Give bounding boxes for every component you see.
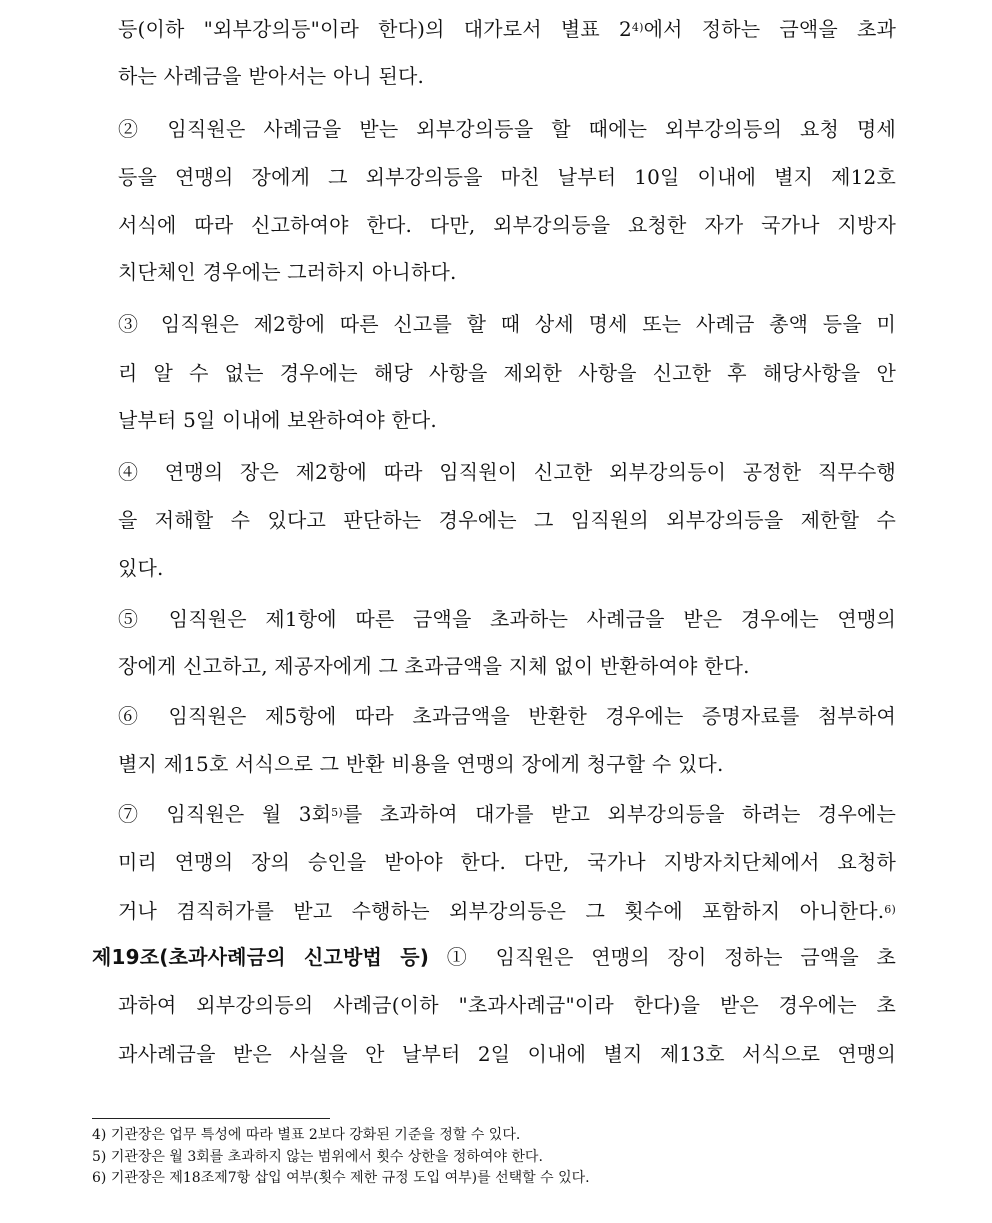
body-line: 을 저해할 수 있다고 판단하는 경우에는 그 임직원의 외부강의등을 제한할 수: [118, 508, 896, 532]
paragraph-6-line: ⑥ 임직원은 제5항에 따라 초과금액을 반환한 경우에는 증명자료를 첨부하여: [118, 704, 896, 728]
body-line: 등을 연맹의 장에게 그 외부강의등을 마친 날부터 10일 이내에 별지 제12호: [118, 165, 896, 189]
footnote: 6) 기관장은 제18조제7항 삽입 여부(횟수 제한 규정 도입 여부)를 선택할 수 있다.: [92, 1170, 590, 1186]
body-line: 서식에 따라 신고하여야 한다. 다만, 외부강의등을 요청한 자가 국가나 지방자: [118, 213, 896, 237]
body-line: 별지 제15호 서식으로 그 반환 비용을 연맹의 장에게 청구할 수 있다.: [118, 752, 724, 776]
body-line: 날부터 5일 이내에 보완하여야 한다.: [118, 408, 437, 432]
body-line: 하는 사례금을 받아서는 아니 된다.: [118, 64, 425, 88]
body-line: 과하여 외부강의등의 사례금(이하 "초과사례금"이라 한다)을 받은 경우에는 초: [118, 993, 896, 1017]
footnote-separator: [92, 1118, 330, 1119]
footnote-ref: 5): [331, 806, 343, 819]
footnote: 5) 기관장은 월 3회를 초과하지 않는 범위에서 횟수 상한을 정하여야 한다.: [92, 1149, 543, 1165]
body-line: 등(이하 "외부강의등"이라 한다)의 대가로서 별표 2$^{4)}$에서 정하는 금액을 초과: [118, 17, 896, 41]
paragraph-4-line: ④ 연맹의 장은 제2항에 따라 임직원이 신고한 외부강의등이 공정한 직무수행: [118, 460, 896, 484]
footnote: 4) 기관장은 업무 특성에 따라 별표 2보다 강화된 기준을 정할 수 있다.: [92, 1127, 521, 1143]
paragraph-5-line: ⑤ 임직원은 제1항에 따른 금액을 초과하는 사례금을 받은 경우에는 연맹의: [118, 607, 896, 631]
body-line: 거나 겸직허가를 받고 수행하는 외부강의등은 그 횟수에 포함하지 아니한다.$^{6)}$: [118, 899, 896, 923]
body-line: 치단체인 경우에는 그러하지 아니하다.: [118, 260, 457, 284]
footnote-ref: 4): [631, 21, 644, 34]
article-title: 제19조(초과사례금의 신고방법 등): [92, 945, 430, 969]
footnote-ref: 6): [884, 903, 896, 916]
body-line: 장에게 신고하고, 제공자에게 그 초과금액을 지체 없이 반환하여야 한다.: [118, 654, 750, 678]
article-19-line: 제19조(초과사례금의 신고방법 등) ① 임직원은 연맹의 장이 정하는 금액을 초: [92, 945, 897, 969]
body-line: 과사례금을 받은 사실을 안 날부터 2일 이내에 별지 제13호 서식으로 연맹의: [118, 1042, 896, 1066]
paragraph-3-line: ③ 임직원은 제2항에 따른 신고를 할 때 상세 명세 또는 사례금 총액 등을 미: [118, 312, 896, 336]
body-line: 리 알 수 없는 경우에는 해당 사항을 제외한 사항을 신고한 후 해당사항을 안: [118, 361, 896, 385]
body-line: 있다.: [118, 556, 164, 580]
body-line: 미리 연맹의 장의 승인을 받아야 한다. 다만, 국가나 지방자치단체에서 요청하: [118, 850, 896, 874]
paragraph-2-line: ② 임직원은 사례금을 받는 외부강의등을 할 때에는 외부강의등의 요청 명세: [118, 117, 896, 141]
paragraph-7-line: ⑦ 임직원은 월 3회$^{5)}$를 초과하여 대가를 받고 외부강의등을 하려는 경우에는: [118, 802, 897, 826]
